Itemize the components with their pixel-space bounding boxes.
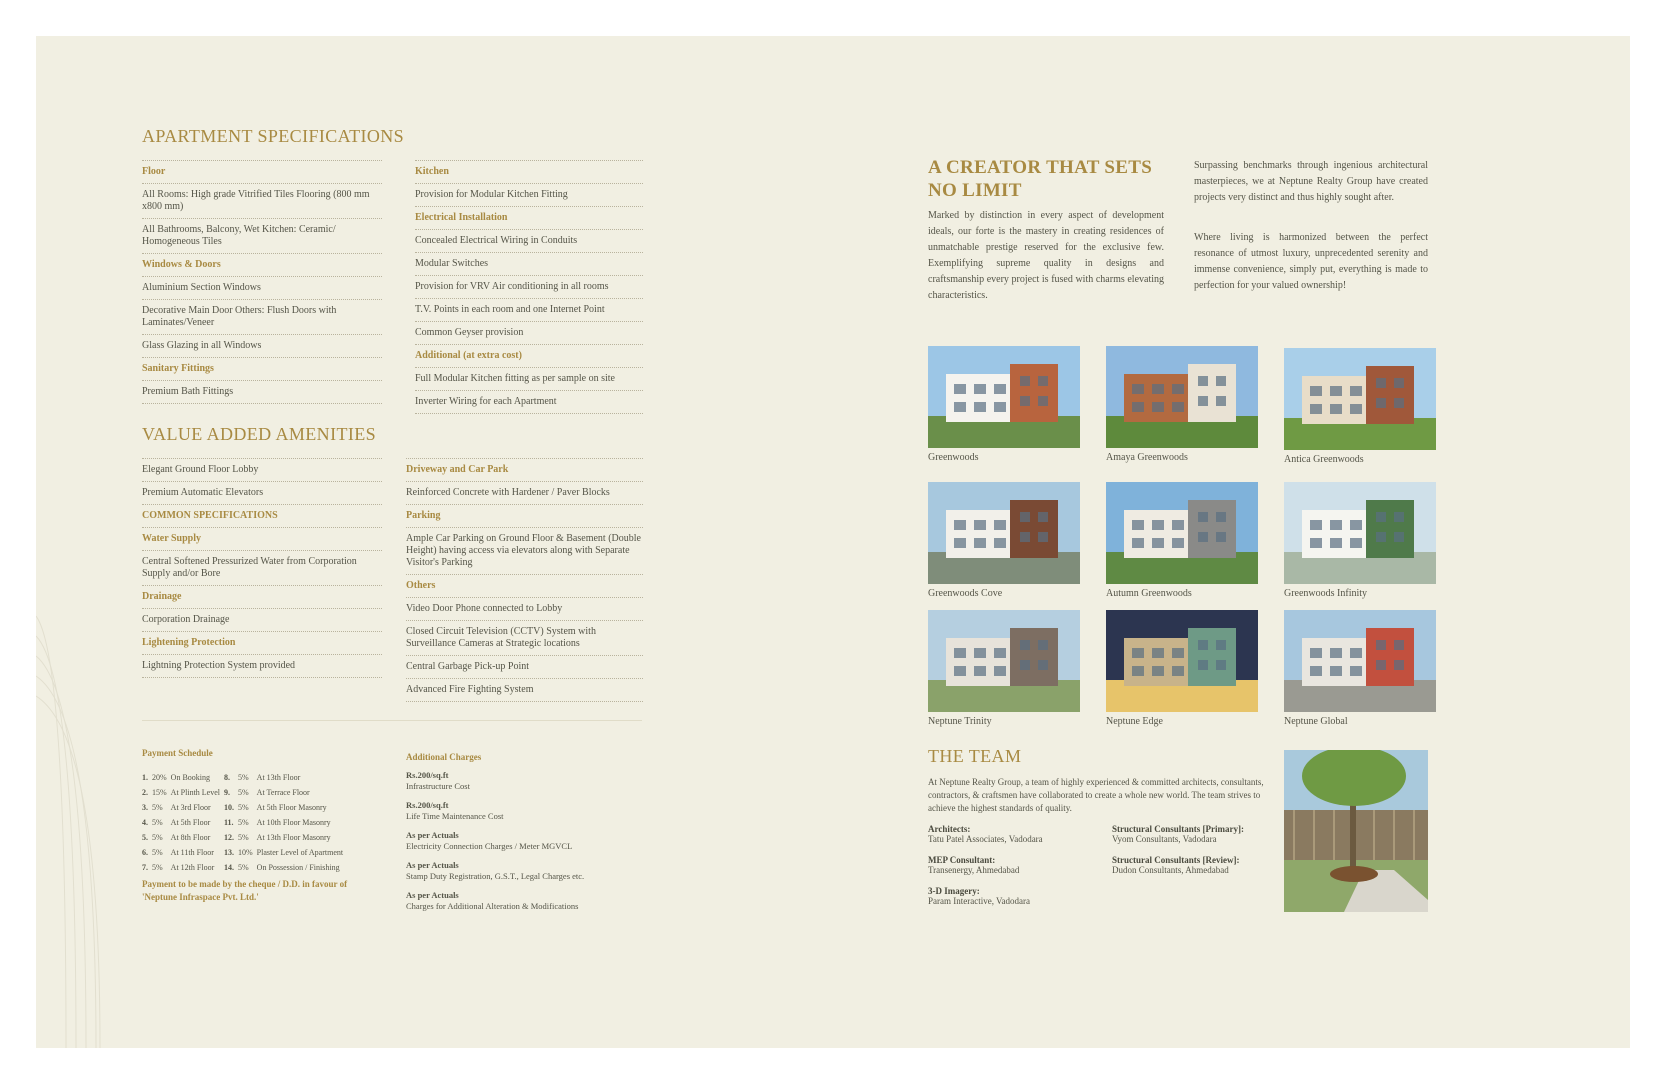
project-caption: Neptune Edge bbox=[1106, 716, 1163, 727]
spec-item: Concealed Electrical Wiring in Conduits bbox=[415, 230, 643, 253]
spec-left-column bbox=[142, 160, 382, 404]
spec-heading: Sanitary Fittings bbox=[142, 358, 382, 381]
payment-cell: 20% bbox=[152, 773, 167, 782]
project-image bbox=[928, 482, 1080, 584]
project-image bbox=[1106, 482, 1258, 584]
spec-heading: Lightening Protection bbox=[142, 632, 382, 655]
payment-cell: 12. bbox=[224, 833, 234, 842]
spec-item: All Bathrooms, Balcony, Wet Kitchen: Ceramic/ Homogeneous Tiles bbox=[142, 219, 382, 254]
payment-title: Payment Schedule bbox=[142, 748, 213, 758]
payment-cell: At 13th Floor Masonry bbox=[256, 833, 331, 842]
payment-cell: 2. bbox=[142, 788, 148, 797]
payment-cell: 1. bbox=[142, 773, 148, 782]
project-caption: Amaya Greenwoods bbox=[1106, 452, 1188, 463]
charge-amount: As per Actuals bbox=[406, 890, 459, 900]
payment-cell: 3. bbox=[142, 803, 148, 812]
project-caption: Greenwoods Infinity bbox=[1284, 588, 1368, 599]
spec-item: Central Garbage Pick-up Point bbox=[406, 656, 643, 679]
payment-cell: 14. bbox=[224, 863, 234, 872]
team-photo bbox=[1284, 750, 1428, 912]
project-caption: Greenwoods Cove bbox=[928, 588, 1003, 599]
credit-name: Dudon Consultants, Ahmedabad bbox=[1112, 865, 1229, 875]
creator-paragraph-1: Marked by distinction in every aspect of development ideals, our forte is the mastery in creating residences of unmatchable prestige reserved for the exclusive few. Exemplifying supreme quality in designs and craftsmanship every project is fused with charms elevating characteristics. bbox=[928, 210, 1164, 301]
payment-cell: At 12th Floor bbox=[170, 863, 215, 872]
payment-row bbox=[142, 785, 347, 800]
credit-role: 3-D Imagery: bbox=[928, 886, 980, 896]
payment-row bbox=[142, 830, 347, 845]
spec-heading: Others bbox=[406, 575, 643, 598]
spec-item: Common Geyser provision bbox=[415, 322, 643, 345]
payment-cell: 10% bbox=[238, 848, 253, 857]
spec-heading: Parking bbox=[406, 505, 643, 528]
payment-row bbox=[142, 800, 347, 815]
spec-item: Inverter Wiring for each Apartment bbox=[415, 391, 643, 414]
credit-role: Structural Consultants [Primary]: bbox=[1112, 824, 1244, 834]
spec-item: Modular Switches bbox=[415, 253, 643, 276]
spec-item: Provision for Modular Kitchen Fitting bbox=[415, 184, 643, 207]
payment-cell: On Booking bbox=[170, 773, 211, 782]
additional-charge-item bbox=[406, 890, 646, 912]
spec-item: Reinforced Concrete with Hardener / Paver Blocks bbox=[406, 482, 643, 505]
spec-item: Aluminium Section Windows bbox=[142, 277, 382, 300]
project-image bbox=[1284, 610, 1436, 712]
spec-right-column bbox=[415, 160, 643, 414]
payment-cell: At 5th Floor Masonry bbox=[256, 803, 327, 812]
payment-cell: 5% bbox=[238, 773, 249, 782]
charge-amount: Rs.200/sq.ft bbox=[406, 800, 449, 810]
project-caption: Greenwoods bbox=[928, 452, 979, 463]
team-left-credits bbox=[928, 824, 1098, 917]
spec-heading: Driveway and Car Park bbox=[406, 458, 643, 482]
payment-table bbox=[142, 770, 347, 875]
brochure-spread bbox=[36, 36, 1630, 1048]
payment-row bbox=[142, 860, 347, 875]
payment-cell: 8. bbox=[224, 773, 230, 782]
team-credit bbox=[928, 824, 1098, 845]
spec-item: All Rooms: High grade Vitrified Tiles Flooring (800 mm x800 mm) bbox=[142, 184, 382, 219]
team-credit bbox=[928, 886, 1098, 907]
spec-item: Premium Automatic Elevators bbox=[142, 482, 382, 505]
payment-note: Payment to be made by the cheque / D.D. in favour of 'Neptune Infraspace Pvt. Ltd.' bbox=[142, 879, 348, 902]
credit-role: MEP Consultant: bbox=[928, 855, 996, 865]
spec-item: Central Softened Pressurized Water from Corporation Supply and/or Bore bbox=[142, 551, 382, 586]
creator-paragraph-2: Surpassing benchmarks through ingenious architectural masterpieces, we at Neptune Realty Group have created projects very distinct and thus highly sought after. bbox=[1194, 160, 1428, 203]
payment-cell: At 13th Floor bbox=[256, 773, 301, 782]
payment-cell: 10. bbox=[224, 803, 234, 812]
payment-cell: 5% bbox=[238, 818, 249, 827]
project-caption: Antica Greenwoods bbox=[1284, 454, 1364, 465]
spec-heading: Electrical Installation bbox=[415, 207, 643, 230]
payment-cell: 15% bbox=[152, 788, 167, 797]
payment-cell: 5% bbox=[152, 803, 163, 812]
additional-charge-item bbox=[406, 860, 646, 882]
payment-cell: 5% bbox=[238, 788, 249, 797]
project-image bbox=[928, 346, 1080, 448]
charge-amount: Rs.200/sq.ft bbox=[406, 770, 449, 780]
additional-charge-item bbox=[406, 800, 646, 822]
credit-name: Tatu Patel Associates, Vadodara bbox=[928, 834, 1043, 844]
payment-row bbox=[142, 815, 347, 830]
spec-heading: Kitchen bbox=[415, 160, 643, 184]
additional-charges-list bbox=[406, 770, 646, 920]
spec-item: T.V. Points in each room and one Internet Point bbox=[415, 299, 643, 322]
credit-name: Transenergy, Ahmedabad bbox=[928, 865, 1020, 875]
payment-cell: 9. bbox=[224, 788, 230, 797]
project-image bbox=[1284, 482, 1436, 584]
payment-cell: At 10th Floor Masonry bbox=[256, 818, 331, 827]
charge-amount: As per Actuals bbox=[406, 830, 459, 840]
charge-amount: As per Actuals bbox=[406, 860, 459, 870]
payment-cell: At 8th Floor bbox=[170, 833, 211, 842]
project-image bbox=[1284, 348, 1436, 450]
payment-cell: 7. bbox=[142, 863, 148, 872]
credit-name: Vyom Consultants, Vadodara bbox=[1112, 834, 1217, 844]
additional-charge-item bbox=[406, 770, 646, 792]
amenities-right-column bbox=[406, 458, 643, 702]
payment-cell: 5% bbox=[152, 818, 163, 827]
payment-row bbox=[142, 770, 347, 785]
additional-charge-item bbox=[406, 830, 646, 852]
spec-item: Advanced Fire Fighting System bbox=[406, 679, 643, 702]
credit-name: Param Interactive, Vadodara bbox=[928, 896, 1031, 906]
credit-role: Structural Consultants [Review]: bbox=[1112, 855, 1240, 865]
project-caption: Neptune Global bbox=[1284, 716, 1348, 727]
spec-heading: Additional (at extra cost) bbox=[415, 345, 643, 368]
spec-item: Glass Glazing in all Windows bbox=[142, 335, 382, 358]
spec-item: Decorative Main Door Others: Flush Doors with Laminates/Veneer bbox=[142, 300, 382, 335]
payment-cell: 5% bbox=[238, 863, 249, 872]
decorative-lines bbox=[36, 596, 116, 1048]
payment-cell: At 5th Floor bbox=[170, 818, 211, 827]
charge-description: Stamp Duty Registration, G.S.T., Legal Charges etc. bbox=[406, 871, 585, 881]
apartment-specs-title: APARTMENT SPECIFICATIONS bbox=[142, 126, 405, 146]
spec-item: Ample Car Parking on Ground Floor & Basement (Double Height) having access via elevators along with Separate Visitor's Parking bbox=[406, 528, 643, 575]
payment-cell: At Terrace Floor bbox=[256, 788, 310, 797]
project-image bbox=[1106, 610, 1258, 712]
payment-cell: At 3rd Floor bbox=[170, 803, 211, 812]
charge-description: Life Time Maintenance Cost bbox=[406, 811, 504, 821]
project-image bbox=[928, 610, 1080, 712]
spec-item: Full Modular Kitchen fitting as per sample on site bbox=[415, 368, 643, 391]
creator-title: A CREATOR THAT SETS NO LIMIT bbox=[928, 157, 1153, 201]
amenities-title: VALUE ADDED AMENITIES bbox=[142, 424, 377, 444]
spec-heading: Water Supply bbox=[142, 528, 382, 551]
team-right-credits bbox=[1112, 824, 1282, 886]
payment-cell: 5% bbox=[152, 848, 163, 857]
spec-item: Corporation Drainage bbox=[142, 609, 382, 632]
payment-cell: On Possession / Finishing bbox=[256, 863, 340, 872]
spec-item: Provision for VRV Air conditioning in all rooms bbox=[415, 276, 643, 299]
spec-heading: Floor bbox=[142, 160, 382, 184]
payment-cell: 5% bbox=[238, 803, 249, 812]
spec-heading: Drainage bbox=[142, 586, 382, 609]
payment-cell: At Plinth Level bbox=[170, 788, 220, 797]
payment-cell: 4. bbox=[142, 818, 148, 827]
project-caption: Autumn Greenwoods bbox=[1106, 588, 1192, 599]
spec-heading: Windows & Doors bbox=[142, 254, 382, 277]
charge-description: Electricity Connection Charges / Meter MGVCL bbox=[406, 841, 573, 851]
spec-item: Elegant Ground Floor Lobby bbox=[142, 458, 382, 482]
team-credit bbox=[928, 855, 1098, 876]
project-image bbox=[1106, 346, 1258, 448]
team-intro: At Neptune Realty Group, a team of highly experienced & committed architects, consultants, contractors, & craftsmen have collaborated to create a whole new world. The team strives to achieve the highest standards of quality. bbox=[928, 777, 1264, 813]
charge-description: Charges for Additional Alteration & Modifications bbox=[406, 901, 579, 911]
payment-row bbox=[142, 845, 347, 860]
amenities-left-column bbox=[142, 458, 382, 678]
payment-cell: 11. bbox=[224, 818, 234, 827]
payment-cell: 5% bbox=[152, 833, 163, 842]
payment-cell: 5% bbox=[152, 863, 163, 872]
payment-cell: 13. bbox=[224, 848, 234, 857]
payment-cell: Plaster Level of Apartment bbox=[256, 848, 344, 857]
spec-item: Lightning Protection System provided bbox=[142, 655, 382, 678]
charge-description: Infrastructure Cost bbox=[406, 781, 470, 791]
spec-item: Closed Circuit Television (CCTV) System with Surveillance Cameras at Strategic locations bbox=[406, 621, 643, 656]
section-divider bbox=[142, 720, 642, 721]
team-credit bbox=[1112, 855, 1282, 876]
payment-cell: 5. bbox=[142, 833, 148, 842]
team-title: THE TEAM bbox=[928, 746, 1022, 766]
spec-heading: COMMON SPECIFICATIONS bbox=[142, 505, 382, 528]
spec-item: Premium Bath Fittings bbox=[142, 381, 382, 404]
payment-cell: 6. bbox=[142, 848, 148, 857]
credit-role: Architects: bbox=[928, 824, 971, 834]
spec-item: Video Door Phone connected to Lobby bbox=[406, 598, 643, 621]
payment-cell: 5% bbox=[238, 833, 249, 842]
payment-cell: At 11th Floor bbox=[170, 848, 214, 857]
additional-charges-title: Additional Charges bbox=[406, 752, 482, 762]
creator-paragraph-3: Where living is harmonized between the perfect resonance of utmost luxury, unprecedented serenity and immense convenience, simply put, everything is made to perfection for your valued ownership! bbox=[1194, 232, 1428, 291]
project-caption: Neptune Trinity bbox=[928, 716, 992, 727]
team-credit bbox=[1112, 824, 1282, 845]
